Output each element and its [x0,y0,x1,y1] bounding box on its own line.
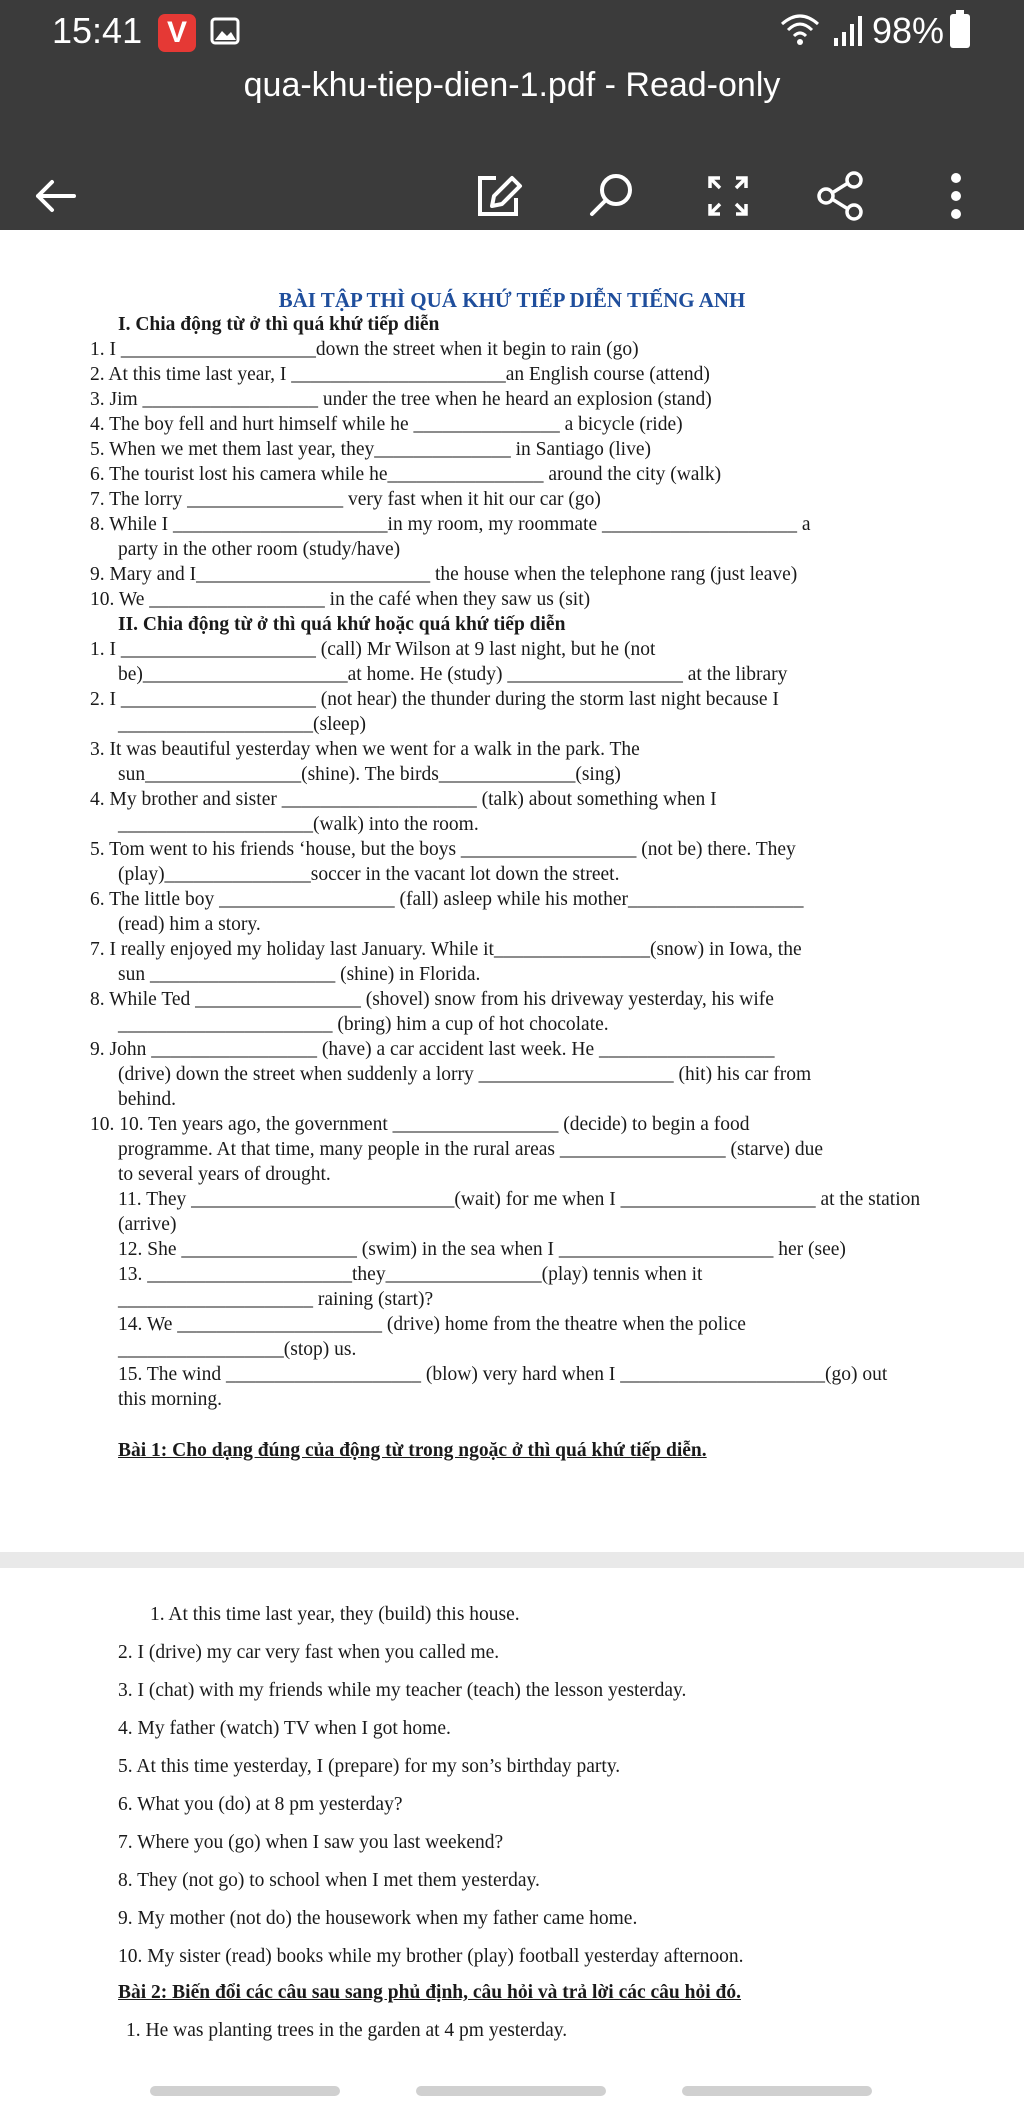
app-notification-badge: V [158,14,196,52]
exercise-line: programme. At that time, many people in the rural areas _________________ (starve) due [118,1139,824,1160]
exercise-line: _________________(stop) us. [118,1339,357,1360]
exercise-line: 14. We _____________________ (drive) home from the theatre when the police [118,1314,746,1335]
exercise-line: 1. I ____________________ (call) Mr Wilson at 9 last night, but he (not [90,639,656,660]
exercise-line: 8. While I ______________________in my room, my roommate ____________________ a [90,514,811,535]
exercise-line: 7. Where you (go) when I saw you last weekend? [118,1832,504,1853]
exercise-1-heading: Bài 1: Cho dạng đúng của động từ trong ngoặc ở thì quá khứ tiếp diễn. [118,1440,707,1461]
exercise-line: party in the other room (study/have) [118,539,401,560]
page-separator [0,1552,1024,1568]
exercise-line: be)_____________________at home. He (study) __________________ at the library [118,664,788,685]
exercise-line: to several years of drought. [118,1164,331,1185]
exercise-line: ____________________(walk) into the room. [118,814,479,835]
image-icon [210,16,240,46]
exercise-line: 2. I ____________________ (not hear) the thunder during the storm last night because I [90,689,779,710]
exercise-line: 1. At this time last year, they (build) this house. [150,1604,520,1625]
exercise-line: sun________________(shine). The birds______________(sing) [118,764,621,785]
exercise-line: 9. John _________________ (have) a car accident last week. He __________________ [90,1039,775,1060]
battery-icon [950,14,970,48]
exercise-line: 6. The little boy __________________ (fall) asleep while his mother__________________ [90,889,804,910]
search-icon[interactable] [580,164,644,228]
pdf-page-1 [0,230,1024,1552]
exercise-line: (arrive) [118,1214,177,1235]
scroll-indicator-segment [416,2086,606,2096]
pdf-page-2 [0,1568,1024,2106]
exercise-2-heading: Bài 2: Biến đổi các câu sau sang phủ định, câu hỏi và trả lời các câu hỏi đó. [118,1982,741,2003]
more-icon[interactable] [924,164,988,228]
exercise-line: 11. They ___________________________(wait) for me when I ____________________ at the station [118,1189,921,1210]
exercise-line: 15. The wind ____________________ (blow) very hard when I _____________________(go) out [118,1364,888,1385]
exercise-line: ____________________(sleep) [118,714,367,735]
exercise-line: 10. My sister (read) books while my brother (play) football yesterday afternoon. [118,1946,744,1967]
status-time: 15:41 [52,10,143,51]
exercise-line: 12. She __________________ (swim) in the sea when I ______________________ her (see) [118,1239,846,1260]
exercise-line: 8. While Ted _________________ (shovel) snow from his driveway yesterday, his wife [90,989,774,1010]
scroll-indicator-segment [150,2086,340,2096]
exercise-line: 4. My father (watch) TV when I got home. [118,1718,451,1739]
exercise-line: 3. Jim __________________ under the tree when he heard an explosion (stand) [90,389,712,410]
pdf-document-view[interactable] [0,230,1024,2106]
exercise-line: 3. I (chat) with my friends while my teacher (teach) the lesson yesterday. [118,1680,687,1701]
share-icon[interactable] [808,164,872,228]
exercise-line: (read) him a story. [118,914,261,935]
edit-icon[interactable] [466,164,530,228]
exercise-line: 13. _____________________they________________(play) tennis when it [118,1264,703,1285]
wifi-icon [778,12,822,48]
exercise-line: behind. [118,1089,176,1110]
exercise-line: 8. They (not go) to school when I met them yesterday. [118,1870,540,1891]
exercise-line: (drive) down the street when suddenly a lorry ____________________ (hit) his car from [118,1064,812,1085]
exercise-line: sun ___________________ (shine) in Florida. [118,964,481,985]
exercise-line: 7. The lorry ________________ very fast when it hit our car (go) [90,489,601,510]
exercise-line: 5. Tom went to his friends ‘house, but the boys __________________ (not be) there. They [90,839,796,860]
scroll-indicator-segment [682,2086,872,2096]
document-title: qua-khu-tiep-dien-1.pdf - Read-only [243,66,781,104]
exercise-line: 5. When we met them last year, they______________ in Santiago (live) [90,439,651,460]
exercise-line: 4. My brother and sister ____________________ (talk) about something when I [90,789,717,810]
exercise-line: this morning. [118,1389,223,1410]
exercise-line: 3. It was beautiful yesterday when we went for a walk in the park. The [90,739,640,760]
exercise-line: 6. What you (do) at 8 pm yesterday? [118,1794,403,1815]
status-bar [0,0,1024,64]
bottom-scroll-indicator [0,2076,1024,2106]
section-heading: II. Chia động từ ở thì quá khứ hoặc quá khứ tiếp diễn [118,614,566,635]
exercise-line: 7. I really enjoyed my holiday last January. While it________________(snow) in Iowa, the [90,939,802,960]
worksheet-title: BÀI TẬP THÌ QUÁ KHỨ TIẾP DIỄN TIẾNG ANH [278,288,746,312]
exercise-line: 2. I (drive) my car very fast when you called me. [118,1642,500,1663]
exercise-line: 4. The boy fell and hurt himself while he _______________ a bicycle (ride) [90,414,683,435]
back-arrow-icon[interactable] [24,164,88,228]
signal-icon [832,14,868,48]
exercise-line: ______________________ (bring) him a cup of hot chocolate. [118,1014,609,1035]
exercise-line: 1. He was planting trees in the garden at 4 pm yesterday. [126,2020,568,2041]
battery-percentage: 98% [872,10,945,51]
exercise-line: 2. At this time last year, I ______________________an English course (attend) [90,364,710,385]
exercise-line: 6. The tourist lost his camera while he________________ around the city (walk) [90,464,722,485]
exercise-line: ____________________ raining (start)? [118,1289,434,1310]
exercise-line: 5. At this time yesterday, I (prepare) for my son’s birthday party. [118,1756,621,1777]
exercise-line: 10. We __________________ in the café when they saw us (sit) [90,589,591,610]
exercise-line: 1. I ____________________down the street when it begin to rain (go) [90,339,639,360]
exercise-line: 9. My mother (not do) the housework when my father came home. [118,1908,638,1929]
app-bar [0,64,1024,230]
section-heading: I. Chia động từ ở thì quá khứ tiếp diễn [118,314,440,335]
exercise-line: 9. Mary and I________________________ the house when the telephone rang (just leave) [90,564,798,585]
exercise-line: 10. 10. Ten years ago, the government _________________ (decide) to begin a food [90,1114,750,1135]
exercise-line: (play)_______________soccer in the vacant lot down the street. [118,864,620,885]
fullscreen-icon[interactable] [696,164,760,228]
